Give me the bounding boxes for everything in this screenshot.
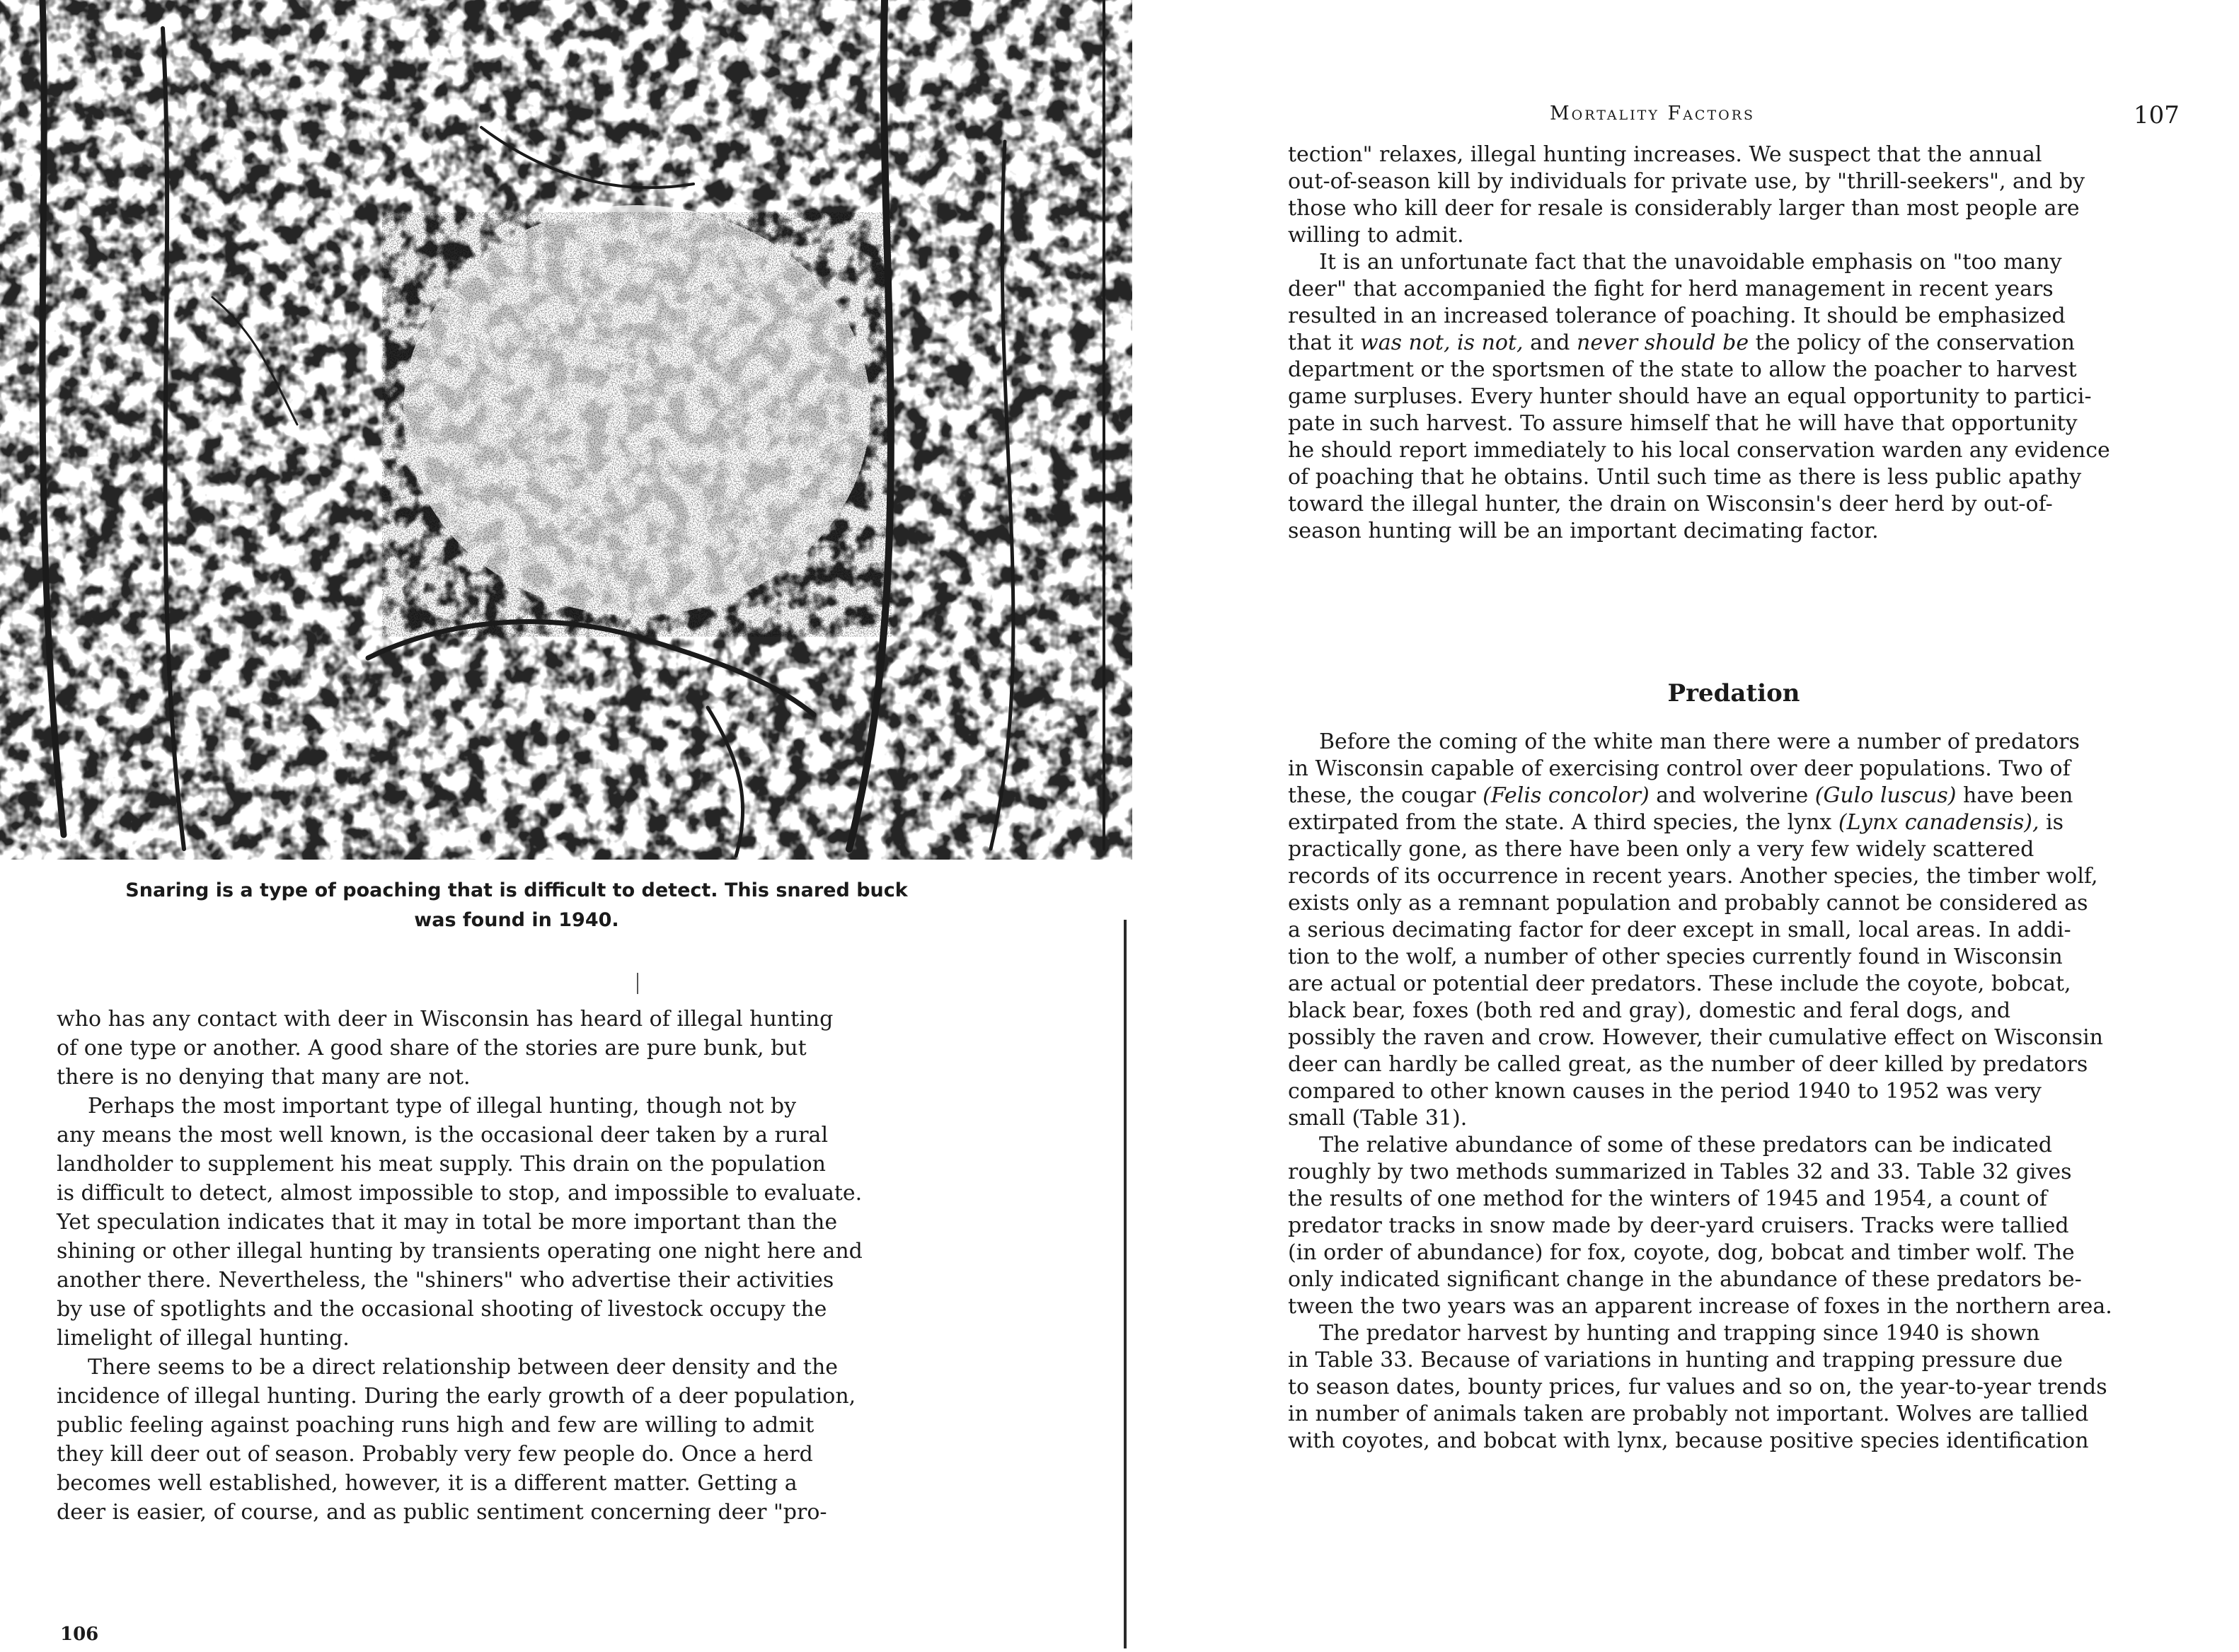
text-line: records of its occurrence in recent years. Another species, the timber wolf,: [1288, 864, 2098, 889]
text-line: are actual or potential deer predators. These include the coyote, bobcat,: [1288, 971, 2071, 996]
section-heading: Predation: [1667, 679, 1800, 707]
text-line: tion to the wolf, a number of other species currently found in Wisconsin: [1288, 945, 2063, 969]
right-page: [1125, 0, 2239, 1652]
text-line: deer is easier, of course, and as public sentiment concerning deer "pro-: [57, 1500, 827, 1525]
text-run: is: [2039, 810, 2064, 835]
caption-line: was found in 1940.: [414, 909, 619, 931]
text-line: Yet speculation indicates that it may in total be more important than the: [57, 1210, 838, 1235]
text-line: to season dates, bounty prices, fur values and so on, the year-to-year trends: [1288, 1375, 2107, 1399]
text-line: they kill deer out of season. Probably very few people do. Once a herd: [57, 1442, 813, 1467]
text-line: roughly by two methods summarized in Tables 32 and 33. Table 32 gives: [1288, 1160, 2072, 1184]
left-body-text: [57, 1005, 977, 1527]
text-line: public feeling against poaching runs high and few are willing to admit: [57, 1413, 815, 1438]
emphasis-run: never should be: [1577, 330, 1749, 355]
text-line: exists only as a remnant population and probably cannot be considered as: [1288, 891, 2088, 915]
text-line: resulted in an increased tolerance of poaching. It should be emphasized: [1288, 304, 2066, 328]
text-line: a serious decimating factor for deer except in small, local areas. In addi-: [1288, 918, 2071, 942]
text-line: any means the most well known, is the occasional deer taken by a rural: [57, 1123, 829, 1148]
text-line: The predator harvest by hunting and trapping since 1940 is shown: [1319, 1321, 2040, 1346]
right-body-text-lower: [1288, 729, 2208, 1455]
right-body-text: [1288, 141, 2208, 545]
text-line: of one type or another. A good share of the stories are pure bunk, but: [57, 1036, 807, 1061]
text-line: there is no denying that many are not.: [57, 1065, 471, 1090]
photo-caption: [42, 876, 991, 935]
text-line: in Table 33. Because of variations in hunting and trapping pressure due: [1288, 1348, 2063, 1373]
text-line: black bear, foxes (both red and gray), domestic and feral dogs, and: [1288, 998, 2011, 1023]
page-number-left: 106: [60, 1624, 99, 1645]
emphasis-run: (Felis concolor): [1483, 783, 1650, 808]
text-line: in number of animals taken are probably not important. Wolves are tallied: [1288, 1402, 2089, 1426]
text-line: tween the two years was an apparent increase of foxes in the northern area.: [1288, 1294, 2112, 1319]
text-line: game surpluses. Every hunter should have an equal opportunity to partici-: [1288, 384, 2092, 409]
text-line: deer can hardly be called great, as the number of deer killed by predators: [1288, 1052, 2088, 1077]
text-line: season hunting will be an important decimating factor.: [1288, 519, 1879, 543]
text-line: deer" that accompanied the fight for herd management in recent years: [1288, 277, 2054, 301]
text-line: who has any contact with deer in Wisconsin has heard of illegal hunting: [57, 1007, 834, 1032]
text-line: toward the illegal hunter, the drain on Wisconsin's deer herd by out-of-: [1288, 492, 2053, 516]
text-line: shining or other illegal hunting by transients operating one night here and: [57, 1239, 863, 1264]
text-line: [1288, 782, 2208, 809]
text-run: and wolverine: [1649, 783, 1815, 808]
text-run: these, the cougar: [1288, 783, 1483, 808]
text-run: have been: [1956, 783, 2073, 808]
text-line: of poaching that he obtains. Until such time as there is less public apathy: [1288, 465, 2082, 490]
text-line: practically gone, as there have been only a very few widely scattered: [1288, 837, 2034, 862]
text-line: possibly the raven and crow. However, their cumulative effect on Wisconsin: [1288, 1025, 2103, 1050]
text-line: out-of-season kill by individuals for private use, by "thrill-seekers", and by: [1288, 169, 2085, 194]
text-line: by use of spotlights and the occasional shooting of livestock occupy the: [57, 1297, 827, 1322]
text-line: another there. Nevertheless, the "shiners" who advertise their activities: [57, 1268, 834, 1293]
text-line: small (Table 31).: [1288, 1106, 1468, 1131]
text-line: [1288, 330, 2208, 357]
emphasis-run: was not, is not,: [1360, 330, 1524, 355]
text-line: department or the sportsmen of the state to allow the poacher to harvest: [1288, 357, 2077, 382]
emphasis-run: (Gulo luscus): [1814, 783, 1957, 808]
text-line: It is an unfortunate fact that the unavoidable emphasis on "too many: [1319, 250, 2062, 275]
text-line: predator tracks in snow made by deer-yard cruisers. Tracks were tallied: [1288, 1213, 2069, 1238]
text-line: those who kill deer for resale is considerably larger than most people are: [1288, 196, 2080, 221]
text-line: (in order of abundance) for fox, coyote, dog, bobcat and timber wolf. The: [1288, 1240, 2075, 1265]
stray-mark: [637, 973, 638, 994]
running-head: [1550, 103, 1755, 125]
text-run: extirpated from the state. A third species, the lynx: [1288, 810, 1838, 835]
text-line: only indicated significant change in the abundance of these predators be-: [1288, 1267, 2082, 1292]
text-line: he should report immediately to his local conservation warden any evidence: [1288, 438, 2110, 463]
text-line: with coyotes, and bobcat with lynx, because positive species identification: [1288, 1428, 2089, 1453]
text-run: that it: [1288, 330, 1361, 355]
text-line: tection" relaxes, illegal hunting increases. We suspect that the annual: [1288, 142, 2042, 167]
text-line: the results of one method for the winters of 1945 and 1954, a count of: [1288, 1186, 2047, 1211]
text-line: compared to other known causes in the period 1940 to 1952 was very: [1288, 1079, 2042, 1104]
page-number-right: 107: [2134, 101, 2180, 129]
text-line: The relative abundance of some of these predators can be indicated: [1319, 1133, 2052, 1157]
running-head-text: Mortality Factors: [1550, 103, 1756, 125]
text-run: and: [1523, 330, 1577, 355]
text-line: limelight of illegal hunting.: [57, 1326, 350, 1351]
snare-photo: [0, 0, 1132, 860]
text-run: the policy of the conservation: [1749, 330, 2075, 355]
emphasis-run: (Lynx canadensis),: [1838, 810, 2039, 835]
text-line: Before the coming of the white man there were a number of predators: [1319, 729, 2080, 754]
text-line: incidence of illegal hunting. During the early growth of a deer population,: [57, 1384, 856, 1409]
text-line: [1288, 809, 2208, 836]
text-line: Perhaps the most important type of illegal hunting, though not by: [88, 1094, 797, 1119]
text-line: becomes well established, however, it is a different matter. Getting a: [57, 1471, 798, 1496]
caption-line: Snaring is a type of poaching that is difficult to detect. This snared buck: [125, 879, 908, 901]
text-line: landholder to supplement his meat supply. This drain on the population: [57, 1152, 826, 1177]
text-line: willing to admit.: [1288, 223, 1464, 248]
text-line: pate in such harvest. To assure himself that he will have that opportunity: [1288, 411, 2078, 436]
text-line: in Wisconsin capable of exercising control over deer populations. Two of: [1288, 756, 2071, 781]
text-line: is difficult to detect, almost impossible to stop, and impossible to evaluate.: [57, 1181, 863, 1206]
text-line: There seems to be a direct relationship between deer density and the: [88, 1355, 839, 1380]
